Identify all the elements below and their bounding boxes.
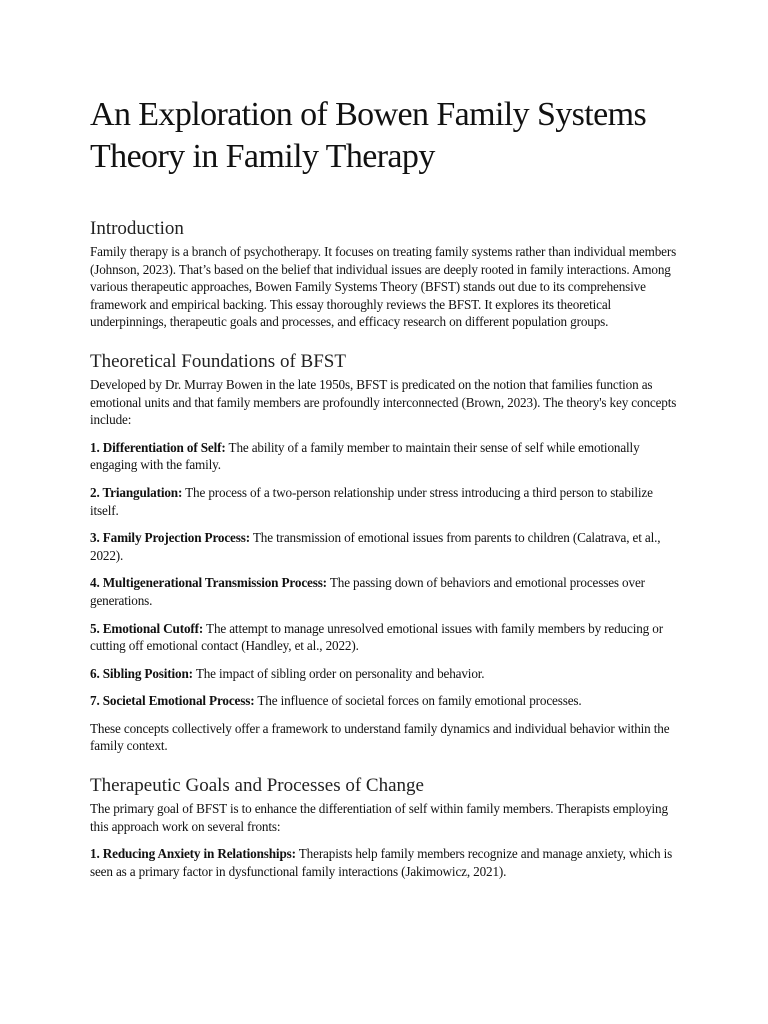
concept-term: 2. Triangulation:: [90, 484, 183, 500]
introduction-heading: Introduction: [90, 218, 184, 239]
concept-item: [90, 692, 680, 710]
goal-description: Therapists help family members recognize and manage anxiety, which is seen as a primary factor in dysfunctional family interactions (Jakimowicz, 2021).: [90, 846, 673, 879]
concept-term: 6. Sibling Position:: [90, 665, 193, 681]
concept-item: [90, 529, 680, 564]
concept-term: 1. Differentiation of Self:: [90, 439, 226, 455]
goals-intro-paragraph: The primary goal of BFST is to enhance the differentiation of self within family members. Therapists employing this approach work on several fronts:: [90, 801, 668, 834]
concept-item: [90, 620, 680, 655]
document-title: An Exploration of Bowen Family Systems Theory in Family Therapy: [90, 96, 647, 175]
foundations-intro-paragraph: Developed by Dr. Murray Bowen in the late 1950s, BFST is predicated on the notion that families function as emotional units and that family members are profoundly interconnected (Brown, 2023). The theory's key concepts include:: [90, 376, 677, 428]
concept-term: 3. Family Projection Process:: [90, 530, 250, 546]
concept-description: The passing down of behaviors and emotional processes over generations.: [90, 575, 645, 608]
concept-description: The transmission of emotional issues from parents to children (Calatrava, et al., 2022).: [90, 530, 661, 563]
concept-description: The attempt to manage unresolved emotional issues with family members by reducing or cutting off emotional contact (Handley, et al., 2022).: [90, 620, 663, 654]
concept-item: [90, 665, 680, 683]
goals-heading: Therapeutic Goals and Processes of Change: [90, 775, 424, 797]
document-page: [90, 94, 680, 880]
concept-description: The process of a two-person relationship under stress introducing a third person to stabilize itself.: [90, 484, 653, 518]
goal-term: 1. Reducing Anxiety in Relationships:: [90, 846, 296, 862]
concept-term: 5. Emotional Cutoff:: [90, 620, 204, 636]
concept-term: 7. Societal Emotional Process:: [90, 693, 255, 709]
foundations-closing-paragraph: These concepts collectively offer a framework to understand family dynamics and individual behavior within the family context.: [90, 720, 670, 754]
concept-item: [90, 484, 680, 519]
goals-section: [90, 775, 680, 880]
concept-term: 4. Multigenerational Transmission Process:: [90, 575, 327, 591]
concept-description: The influence of societal forces on family emotional processes.: [254, 693, 582, 709]
introduction-section: [90, 218, 680, 331]
concept-description: The ability of a family member to maintain their sense of self while emotionally engaging with the family.: [90, 439, 640, 473]
foundations-heading: Theoretical Foundations of BFST: [90, 350, 346, 372]
concept-description: The impact of sibling order on personality and behavior.: [192, 665, 485, 681]
concept-item: [90, 574, 680, 609]
concept-item: [90, 439, 680, 474]
introduction-paragraph: Family therapy is a branch of psychotherapy. It focuses on treating family systems rather than individual members (Johnson, 2023). That’s based on the belief that individual issues are deeply rooted in family interactions. Among various therapeutic approaches, Bowen Family Systems Theory (BFST) stands out due to its comprehensive framework and empirical backing. This essay thoroughly reviews the BFST. It explores its theoretical underpinnings, therapeutic goals and processes, and efficacy research on different population groups.: [90, 244, 677, 330]
foundations-section: [90, 351, 680, 755]
goal-item: [90, 845, 680, 880]
